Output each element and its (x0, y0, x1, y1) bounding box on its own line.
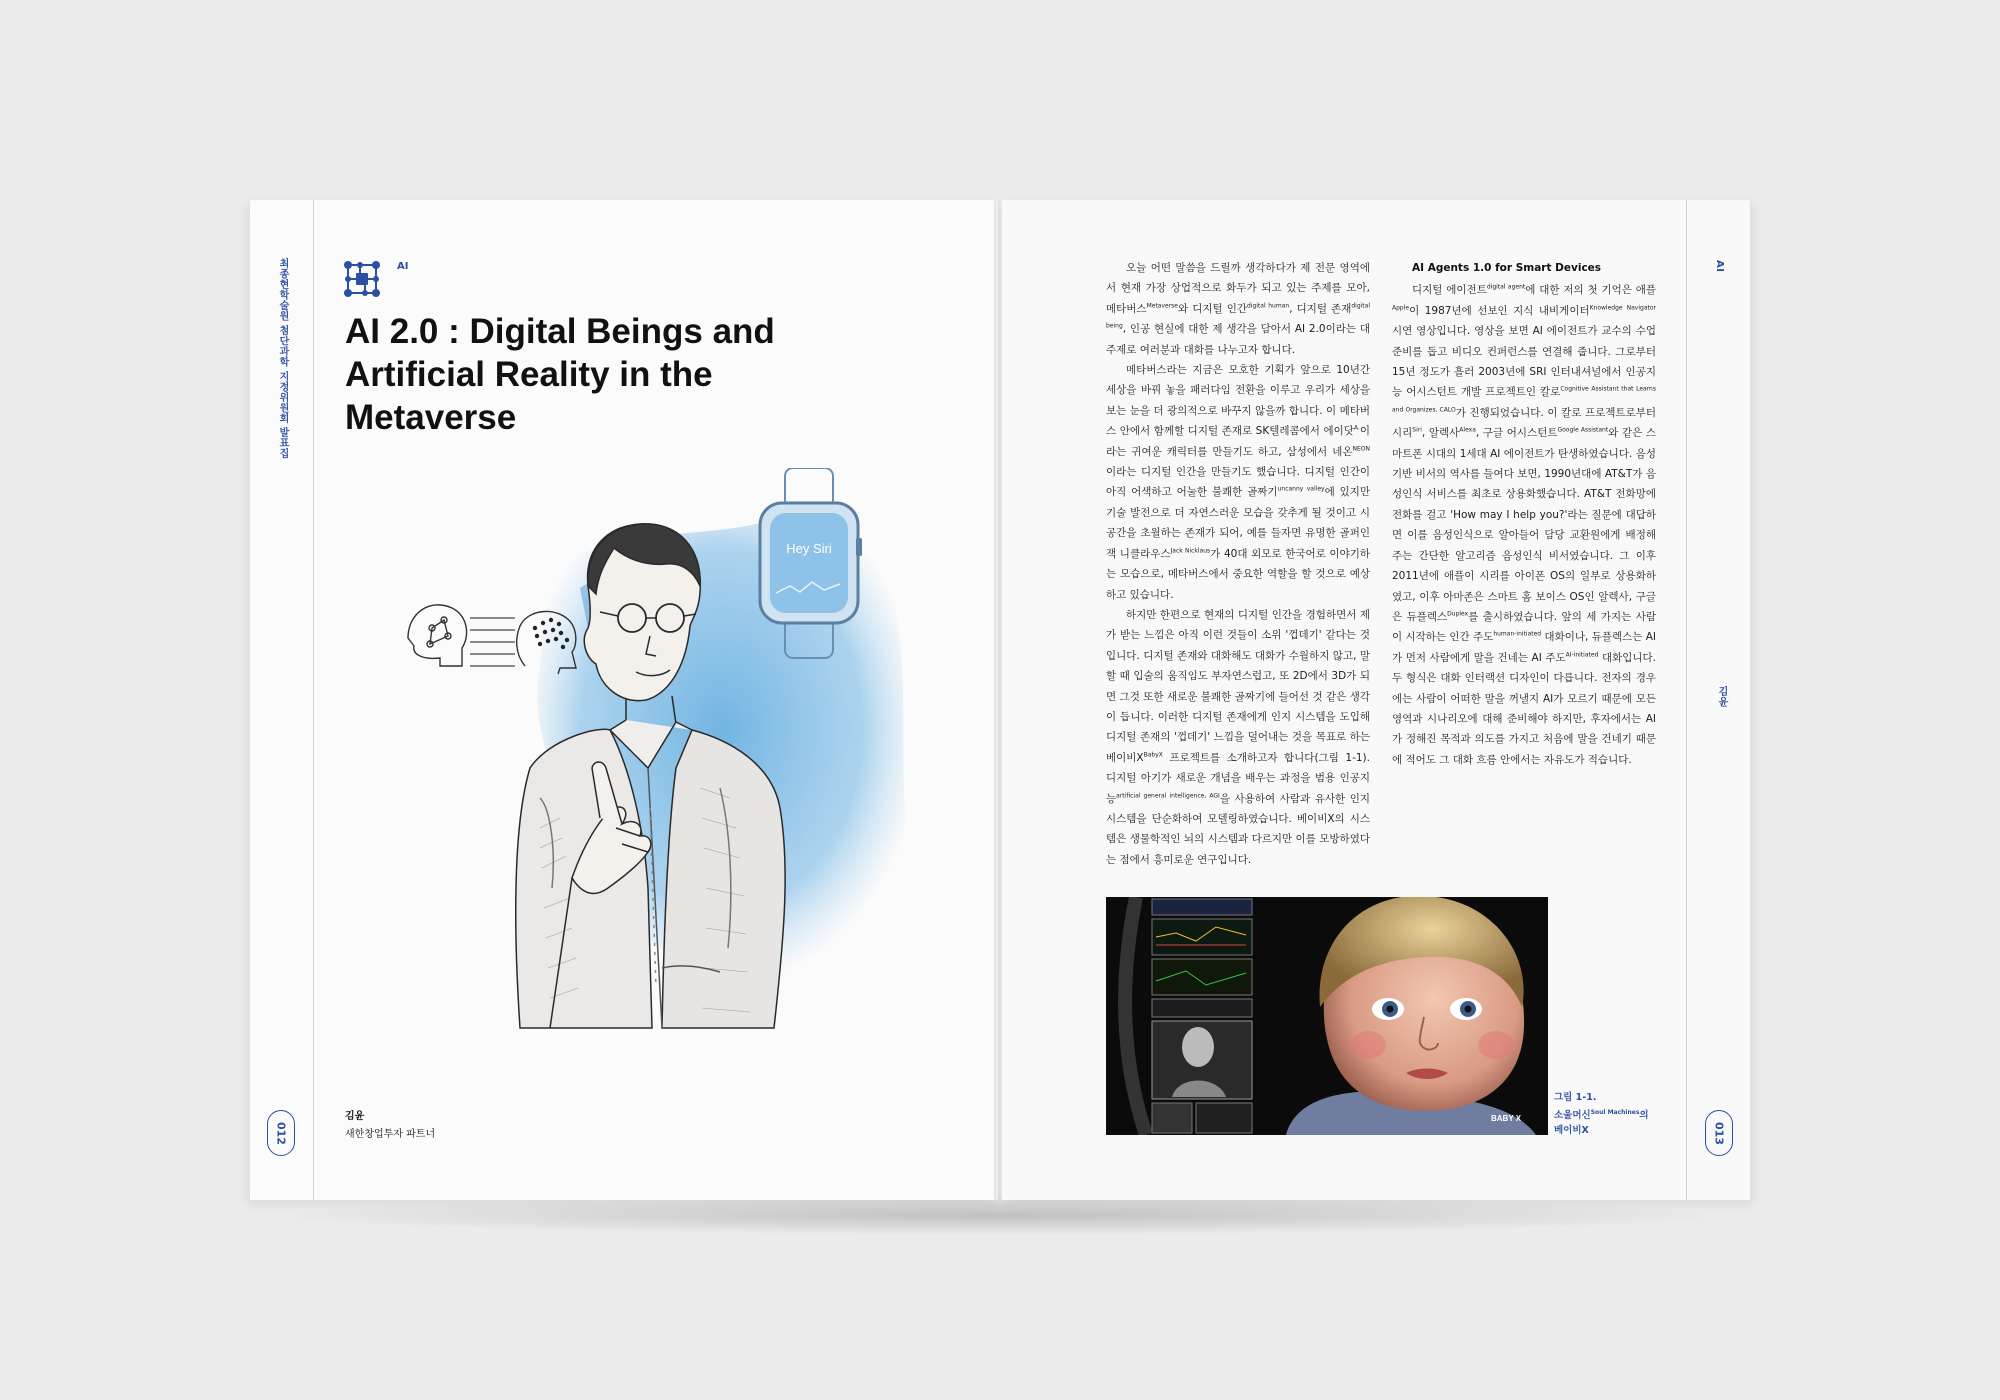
paragraph: 메타버스라는 지금은 모호한 기획가 앞으로 10년간 세상을 바꿔 놓을 패러다임 전환을 이루고 우리가 세상을 보는 눈을 더 광의적으로 바꾸지 않을까 합니다. 이 메타버스 안에서 함께할 디지털 존재로 SK텔레콤에서 에이닷$^{A.}$이라는 귀여운 캐릭터를 만들기도 하고, 삼성에서 네온$^{NEON}$이라는 디지털 인간을 만들기도 했습니다. 디지털 인간이 아직 어색하고 어눌한 불쾌한 골짜기$^{uncanny valley}$에 있지만 기술 발전으로 더 자연스러운 모습을 갖추게 될 것이고 시공간을 초월하는 존재가 되어, 예를 들자면 유명한 골퍼인 잭 니클라우스$^{Jack Nicklaus}$가 40대 외모로 한국어로 이야기하는 모습으로, 메타버스에서 중요한 역할을 할 것으로 예상하고 있습니다. (1106, 364, 1371, 601)
figure-caption (1554, 1090, 1649, 1138)
paragraph: 하지만 한편으로 현재의 디지털 인간을 경험하면서 제가 받는 느낌은 아직 이런 것들이 소위 '껍데기' 같다는 것입니다. 디지털 존재와 대화해도 대화가 수월하지 않고, 말할 때 입술의 움직임도 부자연스럽고, 또 2D에서 3D가 되면 그것 또한 새로운 불쾌한 골짜기에 들어선 것 같은 생각이 듭니다. 이러한 디지털 존재에게 인지 시스템을 도입해 디지털 존재의 '껍데기' 느낌을 덜어내는 것을 목표로 하는 베이비$X^{BabyX}$ 프로젝트를 소개하고자 합니다(그림 1-1). 디지털 아기가 새로운 개념을 배우는 과정을 범용 인공지능$^{artificial general intelligence, AGI}$을 사용하여 사람과 유사한 인지 시스템을 단순화하여 모델링하였습니다. 베이비X의 시스템은 생물학적인 뇌의 시스템과 다르지만 이를 모방하였다는 점에서 흥미로운 연구입니다. (1106, 608, 1370, 866)
body-column-2 (1392, 258, 1656, 770)
caption-line: 소울머신$^{Soul Machines}$의 (1554, 1109, 1649, 1122)
monitor-panels (1152, 899, 1252, 1133)
body-column-1 (1106, 258, 1370, 870)
babyx-figure-photo (1106, 897, 1548, 1135)
babyx-image (1106, 897, 1548, 1135)
section-heading: AI Agents 1.0 for Smart Devices (1412, 262, 1602, 274)
article-title: AI 2.0 : Digital Beings and Artificial Reality in the Metaverse (345, 312, 775, 437)
ai-section-logo-icon (343, 260, 383, 298)
paragraph: 디지털 에이전트$^{digital agent}$에 대한 저의 첫 기억은 애플$^{Apple}$이 1987년에 선보인 지식 내비게이터$^{Knowledge Navigator}$ 시연 영상입니다. 영상을 보면 AI 에이전트가 교수의 수업 준비를 돕고 비디오 컨퍼런스를 연결해 줍니다. 그로부터 15년 정도가 흘러 2003년에 SRI 인터내셔널에서 인공지능 어시스턴트 개발 프로젝트인 칼로$^{Cognitive Assistant that Learns and Organizes, CALO}$가 진행되었습니다. 이 칼로 프로젝트로부터 시리$^{Siri}$, 알렉사$^{Alexa}$, 구글 어시스턴트$^{Google Assistant}$와 같은 스마트폰 시대의 1세대 AI 에이전트가 탄생하였습니다. 음성 기반 비서의 역사를 들여다 보면, 1990년대에 AT&T가 음성인식 서비스를 최초로 상용화했습니다. AT&T 전화망에 전화를 걸고 'How may I help you?'라는 질문에 대답하면 이를 음성인식으로 알아들어 담당 교환원에게 배정해 주는 간단한 알고리즘 음성인식 비서였습니다. 그 이후 2011년에 애플이 시리를 아이폰 OS의 일부로 상용화하였고, 이후 아마존은 스마트 홈 보이스 OS인 알렉사, 구글은 듀플렉스$^{Duplex}$를 출시하였습니다. 앞의 세 가지는 사람이 시작하는 인간 주도$^{human-initiated}$ 대화이나, 듀플렉스는 AI가 먼저 사람에게 말을 건네는 AI 주도$^{AI-initiated}$ 대화입니다. 두 형식은 대화 인터랙션 디자인이 다릅니다. 전자의 경우에는 사람이 어떠한 말을 꺼낼지 AI가 모르기 때문에 모든 영역과 시나리오에 대해 준비해야 하지만, 후자에서는 AI가 정해진 목적과 의도를 가지고 처음에 말을 건네기 때문에 적어도 그 대화 흐름 안에서는 자유도가 적습니다. (1392, 283, 1657, 766)
page-number-left: 012 (267, 1110, 295, 1156)
page-number-right: 013 (1705, 1110, 1733, 1156)
author-role: 새한창업투자 파트너 (345, 1129, 436, 1140)
author-portrait-illustration (400, 468, 940, 1078)
caption-label: 그림 1-1. (1554, 1092, 1597, 1103)
running-head-left: 최종현학술원 첨단과학 지정위원회 발표집 (277, 258, 288, 459)
caption-line: 베이비X (1554, 1125, 1589, 1137)
paragraph: 오늘 어떤 말씀을 드릴까 생각하다가 제 전문 영역에서 현재 가장 상업적으로 화두가 되고 있는 주제를 모아, 메타버스$^{Metaverse}$와 디지털 인간$^{digital human}$, 디지털 존재$^{digital being}$, 인공 현실에 대한 제 생각을 담아서 AI 2.0이라는 대주제로 여러분과 대화를 나누고자 합니다. (1106, 262, 1370, 356)
left-page (250, 200, 998, 1200)
running-head-right-author: 김윤 (1716, 686, 1727, 707)
right-page (1002, 200, 1750, 1200)
author-name: 김윤 (345, 1111, 365, 1122)
left-margin-rule (313, 200, 314, 1200)
babyx-badge-text: BABY X (1491, 1114, 1522, 1123)
running-head-right-top: AI (1714, 260, 1725, 273)
category-label: AI (397, 261, 409, 272)
watch-screen-text: Hey Siri (786, 541, 832, 556)
right-margin-rule (1686, 200, 1687, 1200)
book-shadow (260, 1195, 1740, 1235)
